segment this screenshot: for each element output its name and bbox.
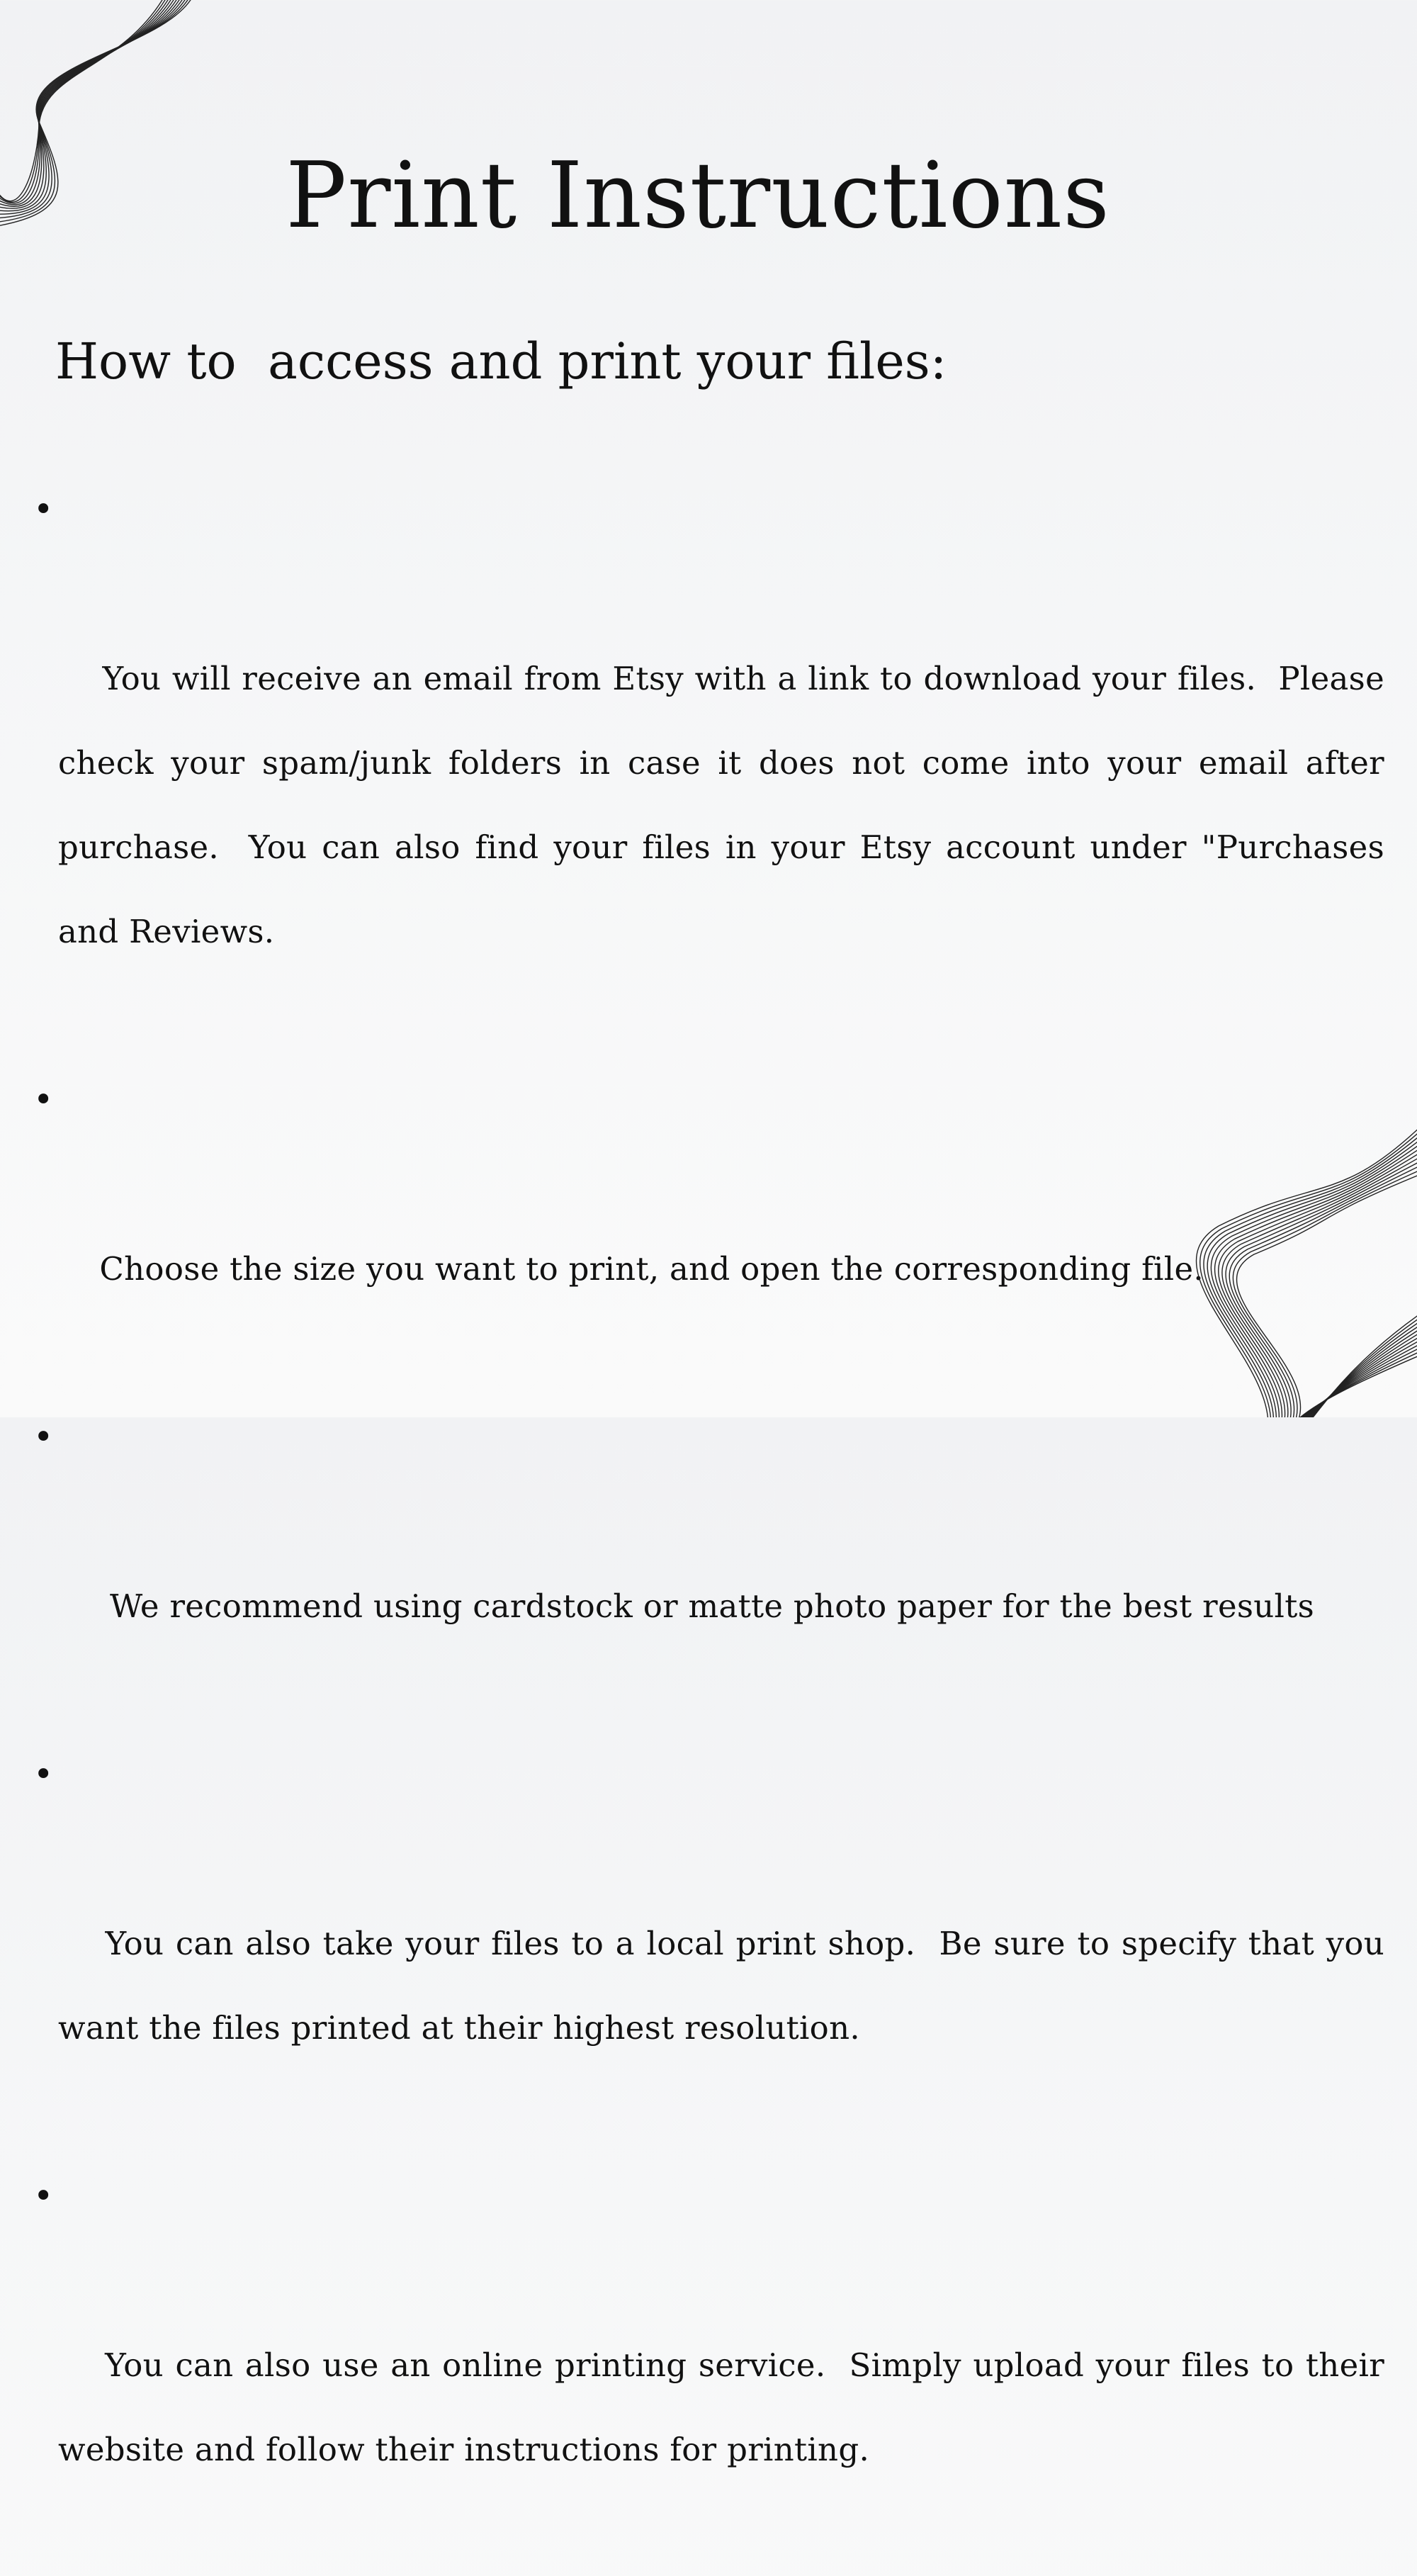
bullet-icon: • [33, 2176, 54, 2216]
instruction-text: You can also take your files to a local print shop. Be sure to specify that you want the files printed at their highest resolution. [58, 1925, 1395, 2047]
instruction-item-online-service [33, 2154, 1395, 2576]
instruction-item-paper [33, 1395, 1384, 1733]
bullet-icon: • [33, 490, 54, 529]
instruction-text: You will receive an email from Etsy with a link to download your files. Please check your spam/junk folders in case it does not come into your email after purchase. You can also find your files in your Etsy account under "Purchases and Reviews. [58, 660, 1395, 950]
instruction-item-print-shop [33, 1733, 1395, 2154]
page-subtitle: How to access and print your files: [55, 332, 947, 390]
bullet-icon: • [33, 1080, 54, 1120]
instruction-list [33, 468, 1395, 2576]
instruction-text: We recommend using cardstock or matte photo paper for the best results [99, 1587, 1315, 1625]
instruction-text: You can also use an online printing service. Simply upload your files to their website and follow their instructions for printing. [58, 2346, 1395, 2468]
bullet-icon: • [33, 1417, 54, 1457]
page-title: Print Instructions [286, 143, 1110, 249]
instruction-text: Choose the size you want to print, and open the corresponding file. [99, 1250, 1204, 1288]
instruction-item-size [33, 1058, 1384, 1395]
instruction-item-email [33, 468, 1395, 1058]
bullet-icon: • [33, 1755, 54, 1794]
